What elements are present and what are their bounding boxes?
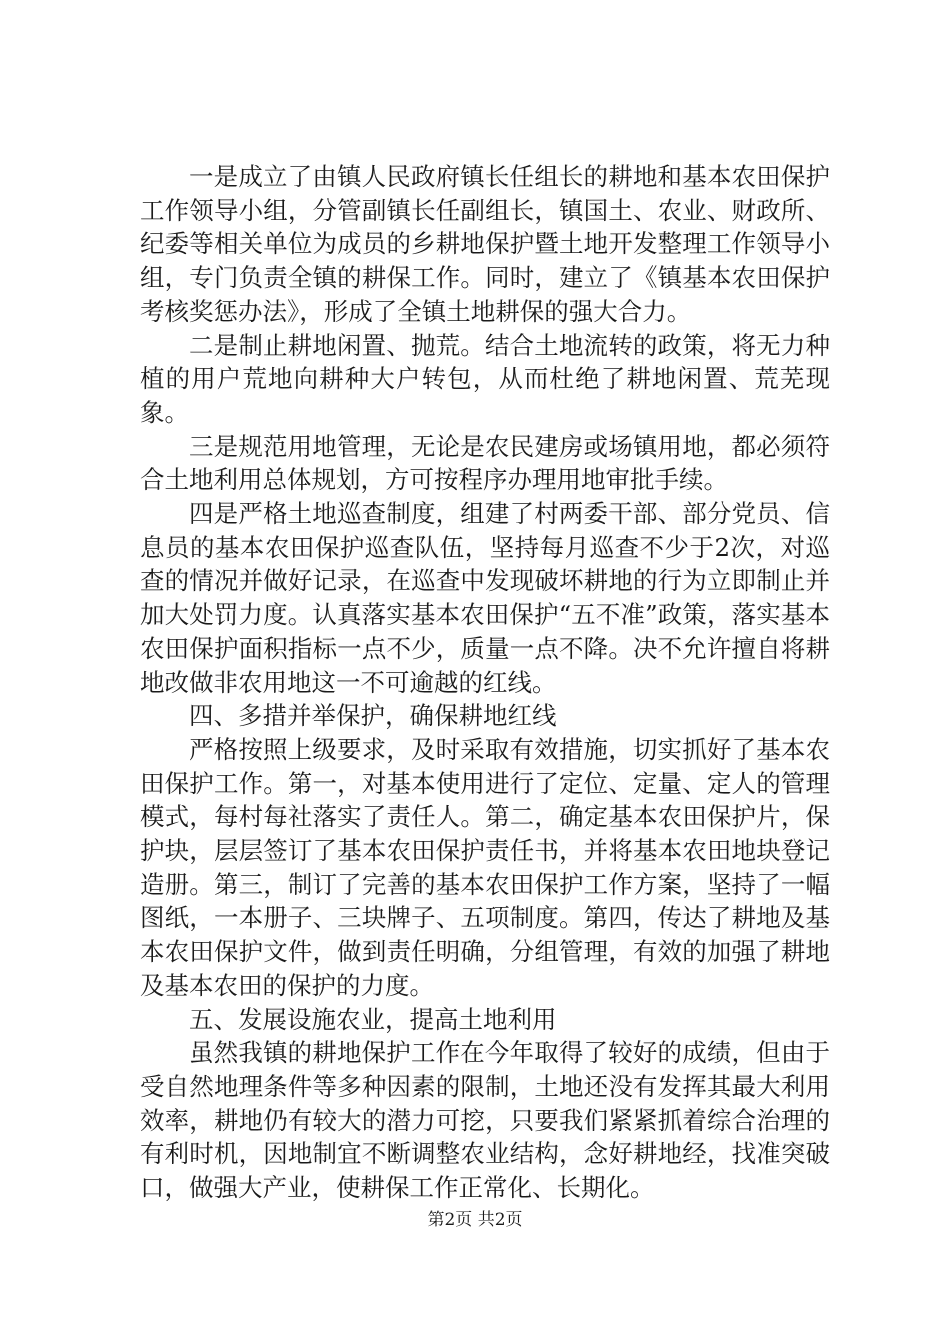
page-number-footer: 第2页 共2页 [427, 1210, 523, 1230]
paragraph-protection-measures: 严格按照上级要求，及时采取有效措施，切实抓好了基本农田保护工作。第一，对基本使用进行了定位、定量、定人的管理模式，每村每社落实了责任人。第二，确定基本农田保护片，保护块，层层签订了基本农田保护责任书，并将基本农田地块登记造册。第三，制订了完善的基本农田保护工作方案，坚持了一幅图纸，一本册子、三块牌子、五项制度。第四，传达了耕地及基本农田保护文件，做到责任明确，分组管理，有效的加强了耕地及基本农田的保护的力度。 [140, 734, 830, 1000]
section-heading-4: 四、多措并举保护，确保耕地红线 [189, 701, 557, 731]
paragraph-facility-agriculture: 虽然我镇的耕地保护工作在今年取得了较好的成绩，但由于受自然地理条件等多种因素的限制，土地还没有发挥其最大利用效率，耕地仍有较大的潜力可挖，只要我们紧紧抓着综合治理的有利时机，因地制宜不断调整农业结构，念好耕地经，找准突破口，做强大产业，使耕保工作正常化、长期化。 [140, 1038, 830, 1203]
paragraph-land-inspection: 四是严格土地巡查制度，组建了村两委干部、部分党员、信息员的基本农田保护巡查队伍，坚持每月巡查不少于2次，对巡查的情况并做好记录，在巡查中发现破坏耕地的行为立即制止并加大处罚力度。认真落实基本农田保护“五不准”政策，落实基本农田保护面积指标一点不少，质量一点不降。决不允许擅自将耕地改做非农用地这一不可逾越的红线。 [140, 499, 830, 697]
document-body [140, 160, 830, 1205]
section-heading-5: 五、发展设施农业，提高土地利用 [189, 1004, 557, 1034]
paragraph-leadership-group: 一是成立了由镇人民政府镇长任组长的耕地和基本农田保护工作领导小组，分管副镇长任副组长，镇国土、农业、财政所、纪委等相关单位为成员的乡耕地保护暨土地开发整理工作领导小组，专门负责全镇的耕保工作。同时，建立了《镇基本农田保护考核奖惩办法》，形成了全镇土地耕保的强大合力。 [140, 162, 830, 326]
paragraph-idle-land: 二是制止耕地闲置、抛荒。结合土地流转的政策，将无力种植的用户荒地向耕种大户转包，从而杜绝了耕地闲置、荒芜现象。 [140, 330, 830, 427]
paragraph-land-use-management: 三是规范用地管理，无论是农民建房或场镇用地，都必须符合土地利用总体规划，方可按程序办理用地审批手续。 [140, 431, 830, 495]
